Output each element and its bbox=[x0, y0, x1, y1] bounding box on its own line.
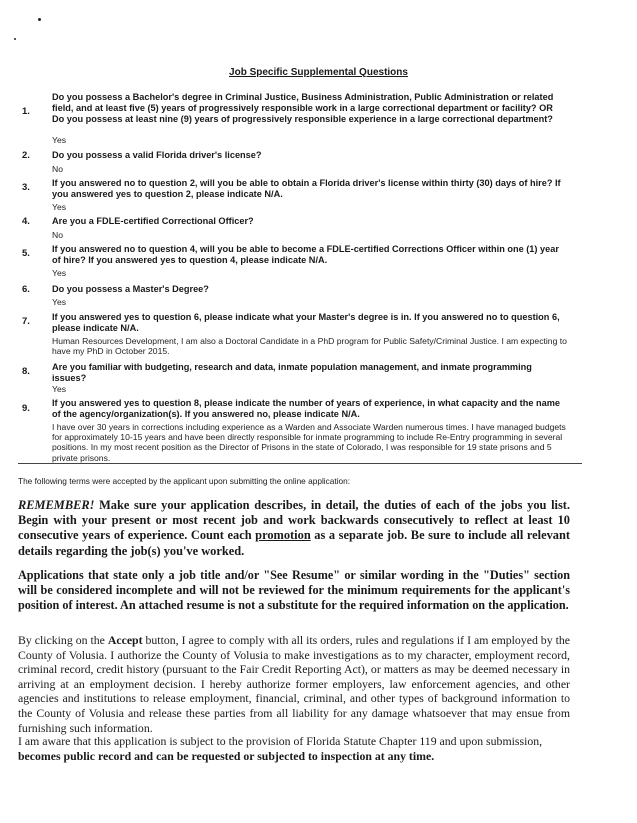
question-number: 4. bbox=[22, 216, 30, 227]
question-number: 5. bbox=[22, 248, 30, 259]
answer-text: No bbox=[52, 164, 63, 174]
question-number: 9. bbox=[22, 403, 30, 414]
accepted-terms-note: The following terms were accepted by the applicant upon submitting the online application: bbox=[18, 476, 351, 486]
question-number: 1. bbox=[22, 106, 30, 117]
section-divider bbox=[18, 463, 582, 464]
question-text: Do you possess a Master's Degree? bbox=[52, 284, 209, 294]
page-title: Job Specific Supplemental Questions bbox=[229, 67, 408, 78]
applications-paragraph: Applications that state only a job title and/or "See Resume" or similar wording in the "Duties" section will be considered incomplete and will not be reviewed for the minimum requirements for the applicant's position of interest. An attached resume is not a substitute for the required information on the application. bbox=[18, 568, 570, 613]
question-number: 8. bbox=[22, 366, 30, 377]
question-text: Are you familiar with budgeting, research and data, inmate population management, and inmate programming issues? bbox=[52, 362, 532, 383]
public-record-text-bold: becomes public record and can be requested or subjected to inspection at any time. bbox=[18, 748, 435, 763]
answer-text: Yes bbox=[52, 268, 67, 278]
public-record-text-1: I am aware that this application is subject to the provision of Florida Statute Chapter 119 and upon submission, bbox=[18, 734, 543, 748]
question-number: 6. bbox=[22, 284, 30, 295]
answer-text: Human Resources Development, I am also a Doctoral Candidate in a PhD program for Public Safety/Criminal Justice. I am expecting to have my PhD in October 2015. bbox=[52, 336, 567, 357]
authorization-text-1: By clicking on the bbox=[18, 633, 108, 647]
remember-paragraph bbox=[18, 498, 570, 559]
authorization-text-2: button, I agree to comply with all its orders, rules and regulations if I am employed by the County of Volusia. I authorize the County of Volusia to make investigations as to my character, employment record, criminal record, credit history (pursuant to the Fair Credit Reporting Act), or matters as may be deemed necessary in arriving at an employment decision. I hereby authorize former employers, law enforcement agencies, and other agencies and institutions to release employment, financial, criminal, and other types of background information to the County of Volusia and release these parties from all liability for any damage whatsoever that may ensue from furnishing such information. bbox=[18, 633, 570, 735]
answer-text: Yes bbox=[52, 297, 67, 307]
question-text: If you answered no to question 4, will you be able to become a FDLE-certified Corrections Officer within one (1) year of hire? If you answered yes to question 4, please indicate N/A. bbox=[52, 244, 559, 265]
answer-text: Yes bbox=[52, 135, 67, 145]
answer-text: Yes bbox=[52, 202, 67, 212]
question-number: 3. bbox=[22, 182, 30, 193]
answer-text: Yes bbox=[52, 384, 67, 394]
answer-text: I have over 30 years in corrections including experience as a Warden and Associate Warden numerous times. I have managed budgets for approximately 10-15 years and have been directly responsible for inmate programming to include Re-Entry programming in several positions. In my most recent position as the Director of Prisons in the state of Colorado, I was responsible for 19 state prisons and 5 private prisons. bbox=[52, 422, 566, 463]
question-text: Do you possess a valid Florida driver's license? bbox=[52, 150, 262, 160]
question-text: If you answered no to question 2, will you be able to obtain a Florida driver's license within thirty (30) days of hire? If you answered yes to question 2, please indicate N/A. bbox=[52, 178, 561, 199]
authorization-paragraph bbox=[18, 633, 570, 735]
question-text: Do you possess a Bachelor's degree in Criminal Justice, Business Administration, Public Administration or related field, and at least five (5) years of progressively responsible work in a large correctional department or facility? OR Do you possess at least nine (9) years of progressively responsible experience in a large correctional department? bbox=[52, 92, 554, 124]
question-text: If you answered yes to question 6, please indicate what your Master's degree is in. If you answered no to question 6, please indicate N/A. bbox=[52, 312, 560, 333]
question-number: 7. bbox=[22, 316, 30, 327]
scan-speck bbox=[14, 38, 16, 40]
question-number: 2. bbox=[22, 150, 30, 161]
public-record-paragraph bbox=[18, 734, 570, 763]
question-text: Are you a FDLE-certified Correctional Officer? bbox=[52, 216, 254, 226]
remember-text-2: as a separate job. Be sure to include all relevant details regarding the job(s) you've worked. bbox=[18, 528, 570, 558]
question-text: If you answered yes to question 8, please indicate the number of years of experience, in what capacity and the name of the agency/organization(s). If you answered no, please indicate N/A. bbox=[52, 398, 561, 419]
accept-word: Accept bbox=[107, 633, 143, 647]
remember-text-1: Make sure your application describes, in detail, the duties of each of the jobs you list. Begin with your present or most recent job and work backwards consecutively to reflect at least 10 consecutive years of experience. Count each bbox=[18, 498, 570, 543]
remember-lead: REMEMBER! bbox=[18, 498, 95, 512]
scan-speck bbox=[38, 18, 41, 21]
promotion-word: promotion bbox=[255, 528, 311, 543]
answer-text: No bbox=[52, 230, 63, 240]
